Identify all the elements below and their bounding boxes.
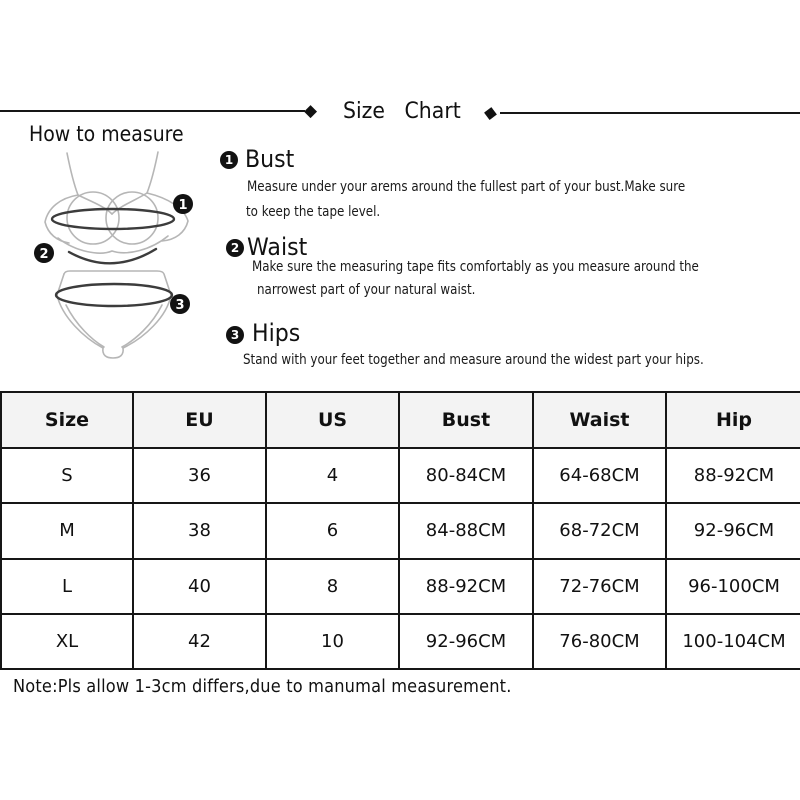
cell-us: 10 (266, 614, 399, 669)
how-to-measure-title: How to measure (29, 122, 184, 146)
note-text: Note:Pls allow 1-3cm differs,due to manumal measurement. (13, 676, 512, 697)
bust-instruction-line-2: to keep the tape level. (246, 204, 381, 220)
column-header-us: US (266, 392, 399, 448)
waist-instruction-line-2: narrowest part of your natural waist. (257, 282, 476, 298)
cell-hip: 96-100CM (666, 559, 800, 614)
cell-size: S (1, 448, 133, 503)
cell-eu: 36 (133, 448, 266, 503)
waist-section-title: Waist (247, 233, 308, 261)
table-row-m (1, 503, 800, 558)
table-row-s (1, 448, 800, 503)
header-rule-left (0, 110, 305, 112)
waist-number-badge: 2 (226, 239, 244, 257)
column-header-waist: Waist (533, 392, 666, 448)
table-row-l (1, 559, 800, 614)
cell-bust: 84-88CM (399, 503, 533, 558)
hips-instruction-line-1: Stand with your feet together and measure around the widest part your hips. (243, 352, 704, 368)
diamond-icon-right: ◆ (482, 102, 499, 124)
cell-bust: 80-84CM (399, 448, 533, 503)
cell-size: XL (1, 614, 133, 669)
figure-outline (45, 152, 188, 358)
figure-measure-lines (52, 209, 174, 306)
cell-eu: 42 (133, 614, 266, 669)
cell-bust: 88-92CM (399, 559, 533, 614)
table-row-xl (1, 614, 800, 669)
waist-instruction-line-1: Make sure the measuring tape fits comfortably as you measure around the (252, 259, 699, 275)
cell-waist: 68-72CM (533, 503, 666, 558)
cell-size: L (1, 559, 133, 614)
marker-3-number: 3 (175, 298, 185, 313)
hip-measure-line (56, 284, 172, 306)
cell-waist: 72-76CM (533, 559, 666, 614)
column-header-bust: Bust (399, 392, 533, 448)
marker-1-number: 1 (178, 198, 188, 213)
cell-bust: 92-96CM (399, 614, 533, 669)
header-rule-right (500, 112, 800, 114)
cell-us: 6 (266, 503, 399, 558)
bikini-measurement-diagram (0, 140, 220, 370)
column-header-eu: EU (133, 392, 266, 448)
cell-eu: 38 (133, 503, 266, 558)
size-table-header-row (1, 392, 800, 448)
cell-hip: 88-92CM (666, 448, 800, 503)
cell-size: M (1, 503, 133, 558)
column-header-hip: Hip (666, 392, 800, 448)
bust-number-badge: 1 (220, 151, 238, 169)
cell-waist: 76-80CM (533, 614, 666, 669)
cell-us: 8 (266, 559, 399, 614)
bust-section-title: Bust (245, 145, 295, 173)
page-title: Size Chart (343, 99, 461, 124)
hips-number-badge: 3 (226, 326, 244, 344)
cell-waist: 64-68CM (533, 448, 666, 503)
bust-instruction-line-1: Measure under your arems around the fullest part of your bust.Make sure (247, 179, 686, 195)
hips-section-title: Hips (252, 319, 301, 347)
column-header-size: Size (1, 392, 133, 448)
marker-2-number: 2 (39, 247, 49, 262)
size-table (0, 391, 800, 670)
diamond-icon-left: ◆ (304, 101, 318, 121)
cell-hip: 100-104CM (666, 614, 800, 669)
cell-eu: 40 (133, 559, 266, 614)
bust-measure-line (52, 209, 174, 229)
cell-hip: 92-96CM (666, 503, 800, 558)
cell-us: 4 (266, 448, 399, 503)
